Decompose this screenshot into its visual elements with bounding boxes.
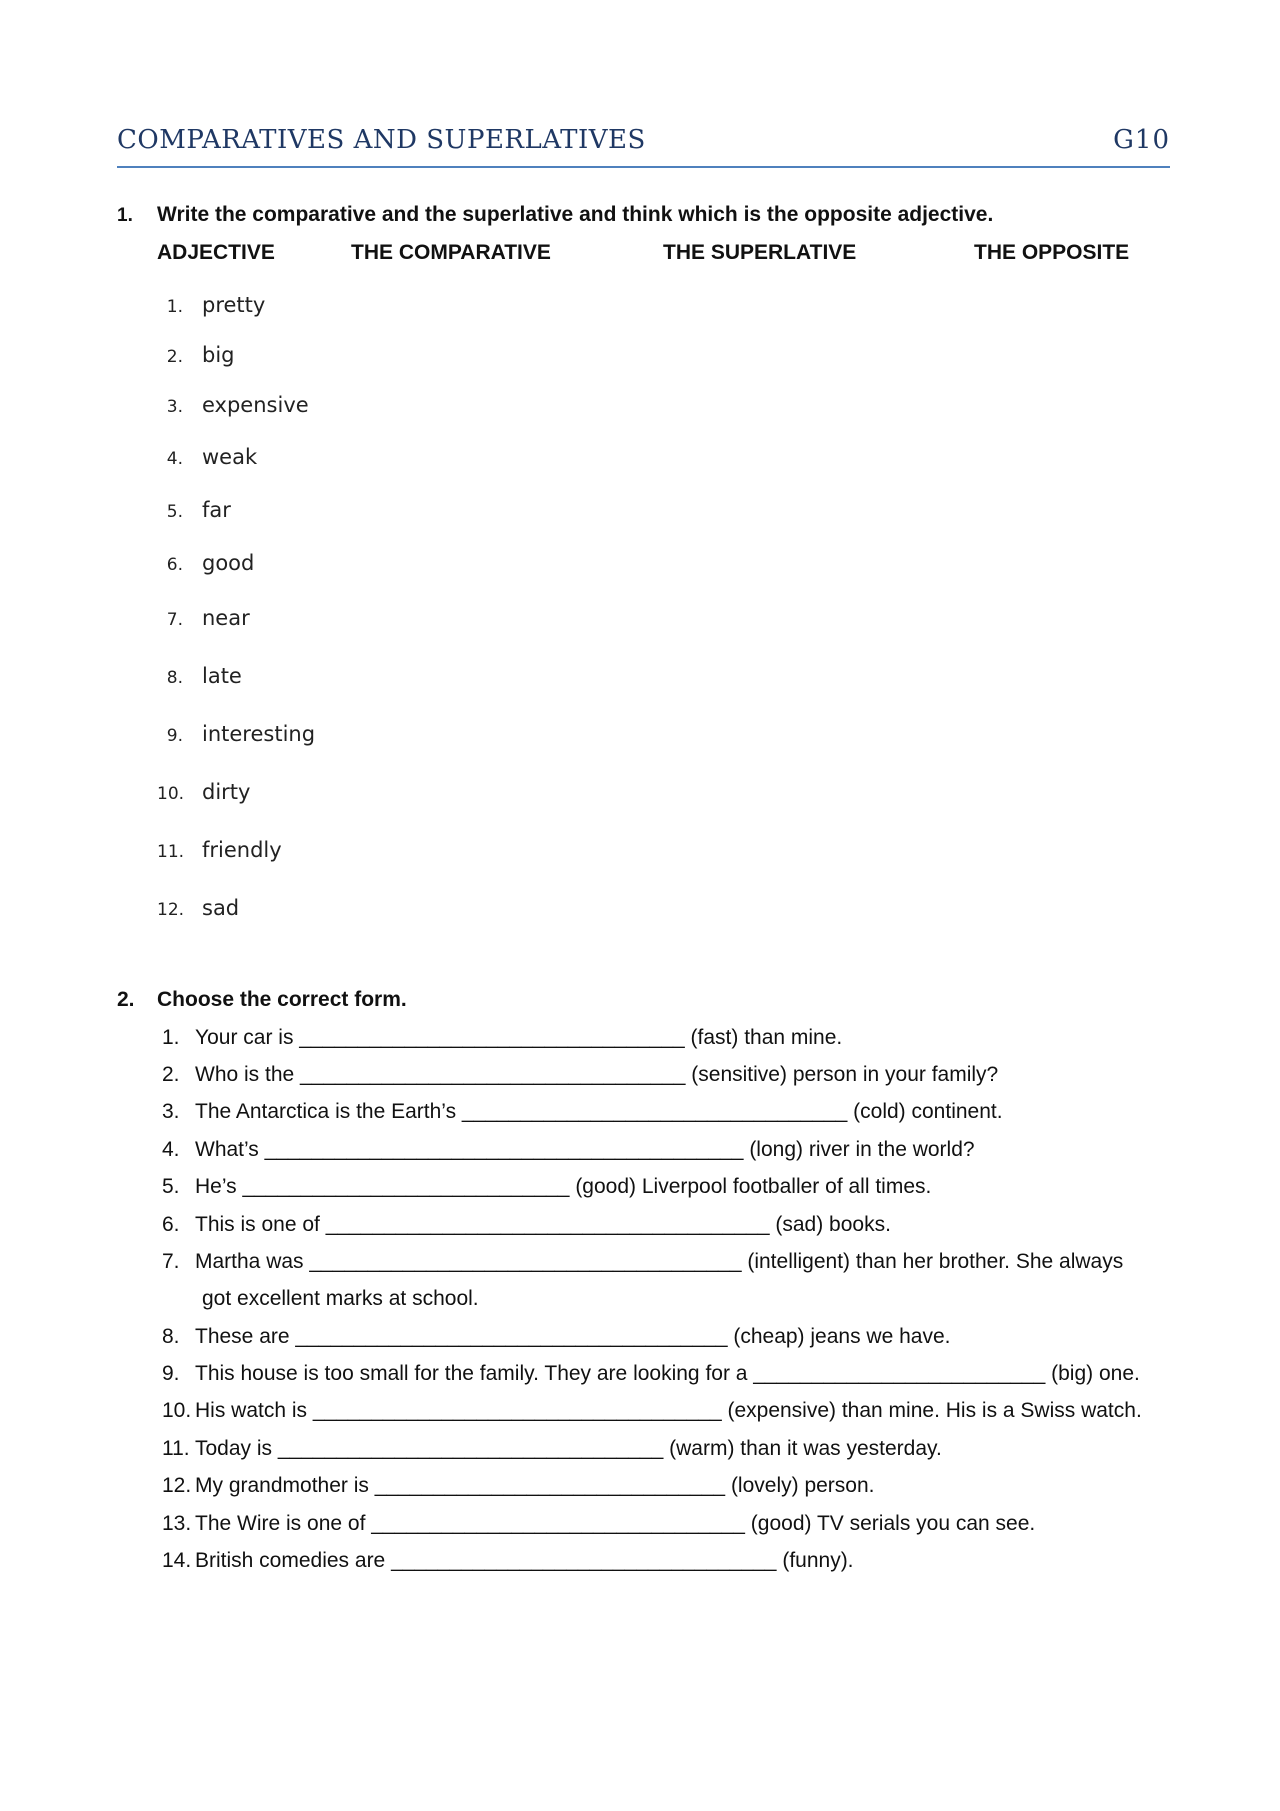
adjective-word: dirty	[202, 780, 251, 804]
column-header-adjective: ADJECTIVE	[157, 241, 275, 264]
adjective-word: pretty	[202, 293, 266, 317]
grade-label: G10	[1113, 125, 1170, 155]
question-text: This house is too small for the family. They are looking for a _________________________ (big) one.	[195, 1362, 1140, 1385]
question-text: Martha was _____________________________________ (intelligent) than her brother. She always	[195, 1250, 1124, 1273]
question-text: His watch is ___________________________________ (expensive) than mine. His is a Swiss watch.	[195, 1399, 1142, 1422]
question-text: British comedies are _________________________________ (funny).	[195, 1549, 854, 1572]
adjective-number: 1.	[166, 297, 183, 317]
adjective-number: 3.	[166, 397, 183, 417]
adjective-number: 4.	[166, 449, 183, 469]
adjective-word: friendly	[202, 838, 282, 862]
title-divider	[117, 166, 1170, 168]
question-text: This is one of ______________________________________ (sad) books.	[195, 1213, 891, 1236]
exercise-1-number: 1.	[117, 205, 133, 226]
question-text: The Antarctica is the Earth’s _________________________________ (cold) continent.	[195, 1100, 1003, 1123]
exercise-1-instruction: Write the comparative and the superlative and think which is the opposite adjective.	[157, 203, 994, 226]
question-text: These are _____________________________________ (cheap) jeans we have.	[195, 1325, 951, 1348]
question-number: 13.	[162, 1512, 192, 1535]
question-number: 1.	[162, 1026, 180, 1049]
adjective-word: far	[202, 498, 231, 522]
question-text: The Wire is one of ________________________________ (good) TV serials you can see.	[195, 1512, 1036, 1535]
page-title: COMPARATIVES AND SUPERLATIVES	[117, 125, 646, 155]
adjective-word: near	[202, 606, 250, 630]
adjective-number: 7.	[166, 610, 183, 630]
adjective-number: 11.	[157, 842, 185, 862]
adjective-word: late	[202, 664, 242, 688]
adjective-word: good	[202, 551, 255, 575]
column-header-superlative: THE SUPERLATIVE	[663, 241, 857, 264]
question-number: 12.	[162, 1474, 192, 1497]
adjective-number: 6.	[166, 555, 183, 575]
question-text: Who is the _________________________________ (sensitive) person in your family?	[195, 1063, 999, 1086]
adjective-word: big	[202, 343, 235, 367]
column-header-comparative: THE COMPARATIVE	[351, 241, 551, 264]
exercise-2-instruction: Choose the correct form.	[157, 988, 407, 1011]
adjective-word: sad	[202, 896, 240, 920]
question-text: What’s _________________________________________ (long) river in the world?	[195, 1138, 975, 1161]
question-number: 10.	[162, 1399, 192, 1422]
adjective-number: 9.	[166, 726, 183, 746]
question-number: 8.	[162, 1325, 180, 1348]
adjective-number: 5.	[166, 502, 183, 522]
column-header-opposite: THE OPPOSITE	[974, 241, 1130, 264]
adjective-word: interesting	[202, 722, 316, 746]
question-number: 11.	[162, 1437, 190, 1460]
adjective-word: weak	[202, 445, 258, 469]
question-number: 6.	[162, 1213, 180, 1236]
question-number: 3.	[162, 1100, 180, 1123]
question-number: 4.	[162, 1138, 180, 1161]
adjective-number: 2.	[166, 347, 183, 367]
adjective-number: 8.	[166, 668, 183, 688]
adjective-number: 10.	[157, 784, 185, 804]
question-number: 5.	[162, 1175, 180, 1198]
question-text: My grandmother is ______________________________ (lovely) person.	[195, 1474, 875, 1497]
adjective-word: expensive	[202, 393, 309, 417]
question-number: 2.	[162, 1063, 180, 1086]
exercise-2-number: 2.	[117, 988, 135, 1011]
question-text: Your car is _________________________________ (fast) than mine.	[195, 1026, 843, 1049]
question-number: 7.	[162, 1250, 180, 1273]
question-number: 9.	[162, 1362, 180, 1385]
question-text: He’s ____________________________ (good) Liverpool footballer of all times.	[195, 1175, 932, 1198]
question-number: 14.	[162, 1549, 192, 1572]
question-text: Today is _________________________________ (warm) than it was yesterday.	[195, 1437, 942, 1460]
adjective-number: 12.	[157, 900, 185, 920]
question-text-continued: got excellent marks at school.	[202, 1287, 479, 1310]
